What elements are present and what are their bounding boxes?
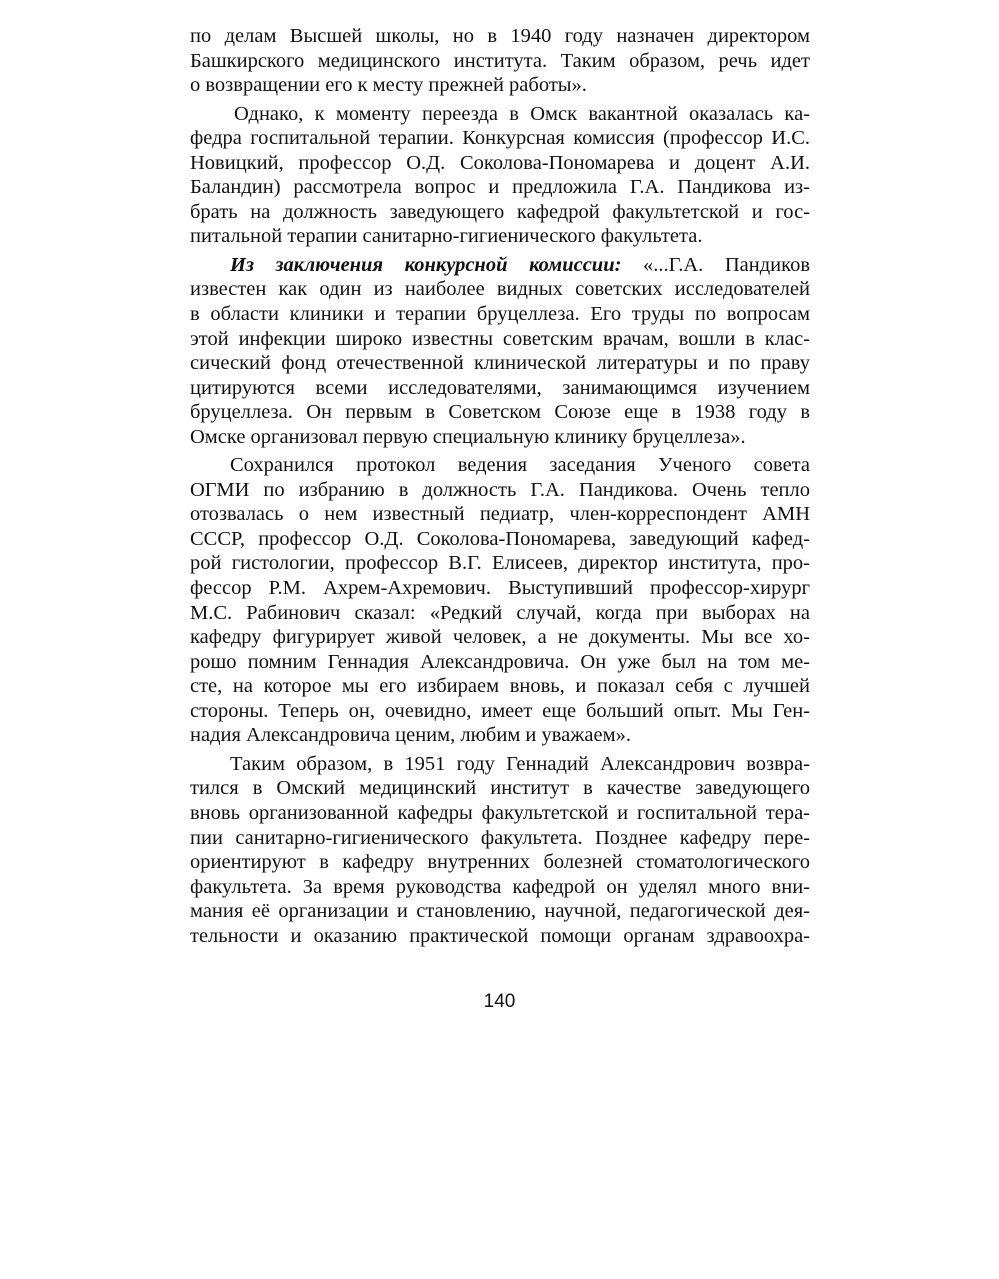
paragraph <box>190 752 810 948</box>
text-line: стороны. Теперь он, очевидно, имеет еще больший опыт. Мы Ген- <box>190 699 810 722</box>
page-number: 140 <box>483 991 516 1012</box>
text-line: факультета. За время руководства кафедрой он уделял много вни- <box>190 875 810 898</box>
text-line: сте, на которое мы его избираем вновь, и показал себя с лучшей <box>190 675 810 698</box>
page-body <box>190 24 810 948</box>
text-line: о возвращении его к месту прежней работы». <box>190 74 587 97</box>
text-line: бруцеллеза. Он первым в Советском Союзе еще в 1938 году в <box>190 401 810 424</box>
text-line: отозвалась о нем известный педиатр, член-корреспондент АМН <box>190 503 810 526</box>
text-line: по делам Высшей школы, но в 1940 году назначен директором <box>190 25 810 47</box>
text-line: мания её организации и становлению, научной, педагогической дея- <box>190 900 810 923</box>
paragraph <box>190 102 810 249</box>
text-line: Омске организовал первую специальную клинику бруцеллеза». <box>190 425 746 448</box>
text-line: Баландин) рассмотрела вопрос и предложила Г.А. Пандикова из- <box>190 176 810 199</box>
text-line: цитируются всеми исследователями, занимающимся изучением <box>190 376 810 399</box>
paragraph <box>190 24 810 98</box>
text-line: Башкирского медицинского института. Таким образом, речь идет <box>190 49 810 72</box>
text-line: сический фонд отечественной клинической литературы и по праву <box>190 352 810 375</box>
text-line: питальной терапии санитарно-гигиенического факультета. <box>190 225 703 248</box>
text-line: ориентируют в кафедру внутренних болезней стоматологического <box>190 851 810 874</box>
paragraph <box>190 253 810 449</box>
text-line: известен как один из наиболее видных советских исследователей <box>190 278 810 301</box>
text-line: фессор Р.М. Ахрем-Ахремович. Выступивший профессор-хирург <box>190 577 810 600</box>
text-line: Однако, к моменту переезда в Омск вакантной оказалась ка- <box>234 102 810 125</box>
text-line <box>190 253 810 278</box>
lead-continuation: «...Г.А. Пандиков <box>621 253 810 276</box>
text-line: кафедру фигурирует живой человек, а не документы. Мы все хо- <box>190 626 810 649</box>
text-line: федра госпитальной терапии. Конкурсная комиссия (профессор И.С. <box>190 127 810 150</box>
text-line: этой инфекции широко известны советским врачам, вошли в клас- <box>190 327 810 350</box>
text-line: Сохранился протокол ведения заседания Ученого совета <box>230 454 810 477</box>
text-line: тельности и оказанию практической помощи органам здравоохра- <box>190 924 810 947</box>
text-line: надия Александровича ценим, любим и уважаем». <box>190 724 631 747</box>
emphasized-lead: Из заключения конкурсной комиссии: <box>230 253 622 276</box>
text-line: Таким образом, в 1951 году Геннадий Александрович возвра- <box>230 752 810 775</box>
text-line: рой гистологии, профессор В.Г. Елисеев, директор института, про- <box>190 552 810 575</box>
text-line: вновь организованной кафедры факультетской и госпитальной тера- <box>190 801 810 824</box>
text-line: в области клиники и терапии бруцеллеза. Его труды по вопросам <box>190 303 810 326</box>
text-line: М.С. Рабинович сказал: «Редкий случай, когда при выборах на <box>190 601 810 624</box>
text-line: СССР, профессор О.Д. Соколова-Пономарева, заведующий кафед- <box>190 527 810 550</box>
text-line: тился в Омский медицинский институт в качестве заведующего <box>190 777 810 800</box>
text-line: рошо помним Геннадия Александровича. Он уже был на том ме- <box>190 650 810 673</box>
paragraph <box>190 453 810 748</box>
text-line: брать на должность заведующего кафедрой факультетской и гос- <box>190 200 810 223</box>
text-line: пии санитарно-гигиенического факультета. Позднее кафедру пере- <box>190 826 810 849</box>
text-line: Новицкий, профессор О.Д. Соколова-Пономарева и доцент А.И. <box>190 151 810 174</box>
text-line: ОГМИ по избранию в должность Г.А. Пандикова. Очень тепло <box>190 478 810 501</box>
